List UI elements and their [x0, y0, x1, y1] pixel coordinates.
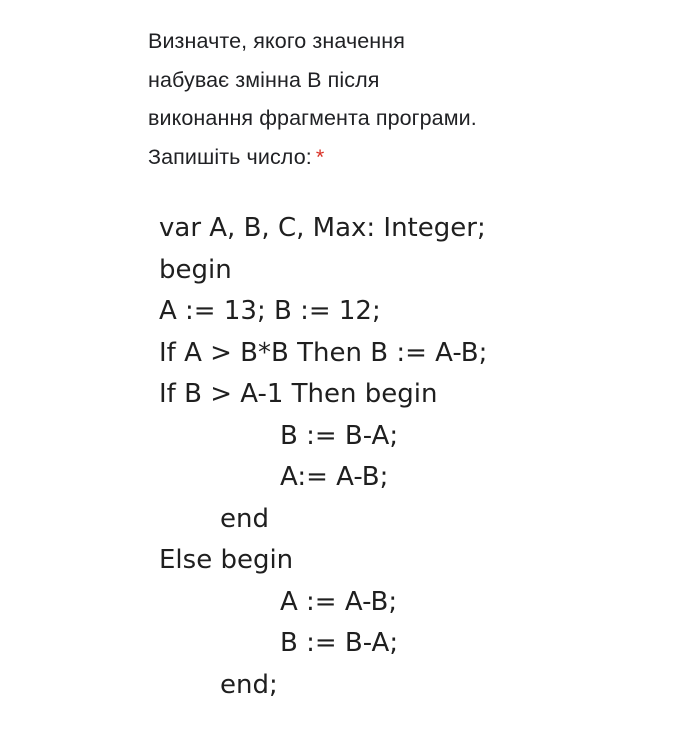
- code-line-1: var A, B, C, Max: Integer;: [159, 213, 486, 243]
- question-line-2: набуває змінна B після: [148, 67, 380, 92]
- question-line-4: [148, 138, 568, 177]
- code-line-10: A := A-B;: [280, 586, 398, 617]
- question-line-3: виконання фрагмента програми.: [148, 106, 477, 130]
- code-line-6: B := B-A;: [280, 420, 399, 451]
- code-line-4: If A > B*B Then B := A-B;: [159, 337, 488, 368]
- code-line-3: A := 13; B := 12;: [159, 296, 381, 326]
- code-line-7: A:= A-B;: [280, 462, 389, 492]
- code-line-2: begin: [159, 254, 232, 285]
- question-line-4-text: Запишіть число:: [148, 144, 312, 169]
- code-line-8: end: [220, 503, 269, 534]
- code-line-5: If B > A-1 Then begin: [159, 379, 438, 409]
- code-line-9: Else begin: [159, 545, 294, 575]
- code-line-11: B := B-A;: [280, 628, 399, 658]
- required-marker: *: [315, 144, 325, 169]
- code-line-12: end;: [220, 669, 278, 700]
- question-line-1: Визначте, якого значення: [148, 29, 405, 53]
- question-text: [148, 22, 568, 176]
- code-image: [159, 208, 487, 706]
